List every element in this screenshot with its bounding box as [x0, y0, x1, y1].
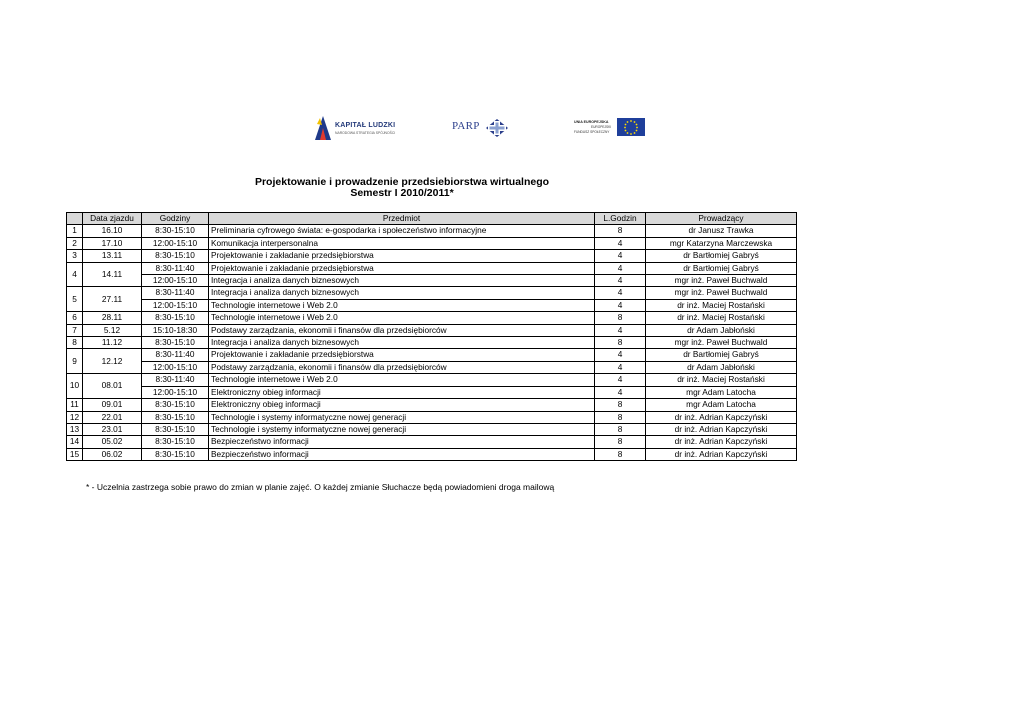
session-lecturer: dr Janusz Trawka [646, 225, 797, 237]
session-lecturer: dr inż. Maciej Rostański [646, 312, 797, 324]
session-date: 13.11 [83, 250, 142, 262]
session-lecturer: dr inż. Adrian Kapczyński [646, 448, 797, 460]
session-time: 12:00-15:10 [142, 237, 209, 249]
session-subject: Technologie i systemy informatyczne nowej generacji [209, 411, 595, 423]
parp-emblem-icon [485, 118, 509, 138]
session-time: 8:30-11:40 [142, 374, 209, 386]
eu-line2: EUROPEJSKI [591, 125, 612, 129]
header-subject: Przedmiot [209, 213, 595, 225]
session-date: 14.11 [83, 262, 142, 287]
session-date: 28.11 [83, 312, 142, 324]
session-time: 8:30-15:10 [142, 312, 209, 324]
session-lecturer: mgr Adam Latocha [646, 386, 797, 398]
document-title: Projektowanie i prowadzenie przedsiebiorstwa wirtualnego [254, 176, 550, 188]
session-hours: 4 [595, 262, 646, 274]
session-subject: Projektowanie i zakładanie przedsiębiorstwa [209, 262, 595, 274]
session-date: 5.12 [83, 324, 142, 336]
table-row [67, 423, 797, 435]
session-hours: 4 [595, 299, 646, 311]
session-number: 12 [67, 411, 83, 423]
header-date: Data zjazdu [83, 213, 142, 225]
session-number: 6 [67, 312, 83, 324]
session-hours: 8 [595, 337, 646, 349]
header-time: Godziny [142, 213, 209, 225]
session-hours: 8 [595, 225, 646, 237]
table-row [67, 262, 797, 274]
table-row [67, 337, 797, 349]
session-time: 8:30-15:10 [142, 411, 209, 423]
session-lecturer: mgr inż. Paweł Buchwald [646, 275, 797, 287]
eu-line1: UNIA EUROPEJSKA [574, 120, 609, 124]
session-number: 10 [67, 374, 83, 399]
session-hours: 8 [595, 399, 646, 411]
session-time: 8:30-15:10 [142, 399, 209, 411]
session-number: 2 [67, 237, 83, 249]
session-subject: Komunikacja interpersonalna [209, 237, 595, 249]
eu-line3: FUNDUSZ SPOŁECZNY [574, 130, 610, 134]
session-lecturer: dr Bartłomiej Gabryś [646, 250, 797, 262]
session-lecturer: mgr inż. Paweł Buchwald [646, 287, 797, 299]
session-subject: Integracja i analiza danych biznesowych [209, 337, 595, 349]
session-hours: 8 [595, 423, 646, 435]
kapital-ludzki-logo [313, 114, 405, 142]
session-subject: Elektroniczny obieg informacji [209, 399, 595, 411]
footnote: * - Uczelnia zastrzega sobie prawo do zmian w planie zajęć. O każdej zmianie Słuchacze będą powiadomieni droga mailową [86, 482, 555, 492]
session-date: 11.12 [83, 337, 142, 349]
table-row [67, 411, 797, 423]
session-date: 08.01 [83, 374, 142, 399]
table-row [67, 374, 797, 386]
session-hours: 4 [595, 386, 646, 398]
session-lecturer: dr inż. Adrian Kapczyński [646, 436, 797, 448]
session-number: 13 [67, 423, 83, 435]
session-subject: Bezpieczeństwo informacji [209, 436, 595, 448]
session-lecturer: mgr Adam Latocha [646, 399, 797, 411]
session-date: 12.12 [83, 349, 142, 374]
session-date: 17.10 [83, 237, 142, 249]
session-time: 15:10-18:30 [142, 324, 209, 336]
session-number: 14 [67, 436, 83, 448]
session-subject: Technologie internetowe i Web 2.0 [209, 312, 595, 324]
session-hours: 4 [595, 324, 646, 336]
table-row [67, 386, 797, 398]
table-row [67, 448, 797, 460]
session-subject: Integracja i analiza danych biznesowych [209, 275, 595, 287]
header-number [67, 213, 83, 225]
parp-logo [452, 117, 512, 139]
table-row [67, 349, 797, 361]
session-time: 8:30-11:40 [142, 287, 209, 299]
header-lecturer: Prowadzący [646, 213, 797, 225]
session-subject: Podstawy zarządzania, ekonomii i finansów dla przedsiębiorców [209, 324, 595, 336]
session-time: 8:30-15:10 [142, 448, 209, 460]
parp-text: PARP [452, 120, 480, 132]
session-lecturer: dr inż. Adrian Kapczyński [646, 411, 797, 423]
session-lecturer: mgr inż. Paweł Buchwald [646, 337, 797, 349]
session-number: 1 [67, 225, 83, 237]
session-time: 8:30-15:10 [142, 423, 209, 435]
session-hours: 4 [595, 374, 646, 386]
session-hours: 8 [595, 411, 646, 423]
session-subject: Technologie internetowe i Web 2.0 [209, 374, 595, 386]
table-row [67, 287, 797, 299]
table-row [67, 436, 797, 448]
session-date: 16.10 [83, 225, 142, 237]
header-hours-count: L.Godzin [595, 213, 646, 225]
session-number: 11 [67, 399, 83, 411]
session-subject: Podstawy zarządzania, ekonomii i finansów dla przedsiębiorców [209, 361, 595, 373]
session-time: 12:00-15:10 [142, 275, 209, 287]
session-date: 09.01 [83, 399, 142, 411]
kapital-ludzki-subtitle: NARODOWA STRATEGIA SPÓJNOŚCI [335, 131, 396, 135]
session-number: 5 [67, 287, 83, 312]
session-subject: Bezpieczeństwo informacji [209, 448, 595, 460]
session-time: 8:30-15:10 [142, 337, 209, 349]
eu-logo [572, 117, 646, 137]
session-time: 12:00-15:10 [142, 299, 209, 311]
session-date: 22.01 [83, 411, 142, 423]
session-subject: Integracja i analiza danych biznesowych [209, 287, 595, 299]
session-hours: 4 [595, 349, 646, 361]
table-row [67, 250, 797, 262]
session-hours: 4 [595, 237, 646, 249]
session-number: 8 [67, 337, 83, 349]
session-lecturer: dr Adam Jabłoński [646, 361, 797, 373]
session-lecturer: dr Adam Jabłoński [646, 324, 797, 336]
session-subject: Preliminaria cyfrowego świata: e-gospodarka i społeczeństwo informacyjne [209, 225, 595, 237]
session-date: 23.01 [83, 423, 142, 435]
session-hours: 4 [595, 287, 646, 299]
table-row [67, 399, 797, 411]
session-date: 06.02 [83, 448, 142, 460]
table-row [67, 299, 797, 311]
session-number: 9 [67, 349, 83, 374]
kapital-ludzki-emblem-icon [313, 114, 333, 142]
session-subject: Projektowanie i zakładanie przedsiębiorstwa [209, 250, 595, 262]
session-hours: 4 [595, 250, 646, 262]
session-lecturer: mgr Katarzyna Marczewska [646, 237, 797, 249]
session-time: 12:00-15:10 [142, 386, 209, 398]
session-time: 12:00-15:10 [142, 361, 209, 373]
schedule-body [67, 225, 797, 461]
document-subtitle: Semestr I 2010/2011* [350, 187, 454, 199]
session-hours: 8 [595, 312, 646, 324]
table-row [67, 312, 797, 324]
session-lecturer: dr inż. Maciej Rostański [646, 374, 797, 386]
session-subject: Technologie internetowe i Web 2.0 [209, 299, 595, 311]
table-row [67, 275, 797, 287]
schedule-table [66, 212, 797, 461]
session-time: 8:30-11:40 [142, 262, 209, 274]
session-lecturer: dr inż. Maciej Rostański [646, 299, 797, 311]
session-subject: Technologie i systemy informatyczne nowej generacji [209, 423, 595, 435]
session-number: 15 [67, 448, 83, 460]
session-hours: 8 [595, 436, 646, 448]
session-time: 8:30-15:10 [142, 225, 209, 237]
session-date: 05.02 [83, 436, 142, 448]
table-row [67, 324, 797, 336]
session-lecturer: dr inż. Adrian Kapczyński [646, 423, 797, 435]
session-subject: Elektroniczny obieg informacji [209, 386, 595, 398]
eu-flag-icon [617, 118, 645, 136]
session-date: 27.11 [83, 287, 142, 312]
table-row [67, 237, 797, 249]
session-hours: 4 [595, 361, 646, 373]
kapital-ludzki-title: KAPITAŁ LUDZKI [335, 122, 396, 129]
session-time: 8:30-15:10 [142, 250, 209, 262]
session-number: 7 [67, 324, 83, 336]
table-header-row [67, 213, 797, 225]
session-number: 4 [67, 262, 83, 287]
session-time: 8:30-11:40 [142, 349, 209, 361]
session-hours: 8 [595, 448, 646, 460]
session-time: 8:30-15:10 [142, 436, 209, 448]
session-number: 3 [67, 250, 83, 262]
session-lecturer: dr Bartłomiej Gabryś [646, 349, 797, 361]
table-row [67, 361, 797, 373]
session-lecturer: dr Bartłomiej Gabryś [646, 262, 797, 274]
session-hours: 4 [595, 275, 646, 287]
table-row [67, 225, 797, 237]
session-subject: Projektowanie i zakładanie przedsiębiorstwa [209, 349, 595, 361]
